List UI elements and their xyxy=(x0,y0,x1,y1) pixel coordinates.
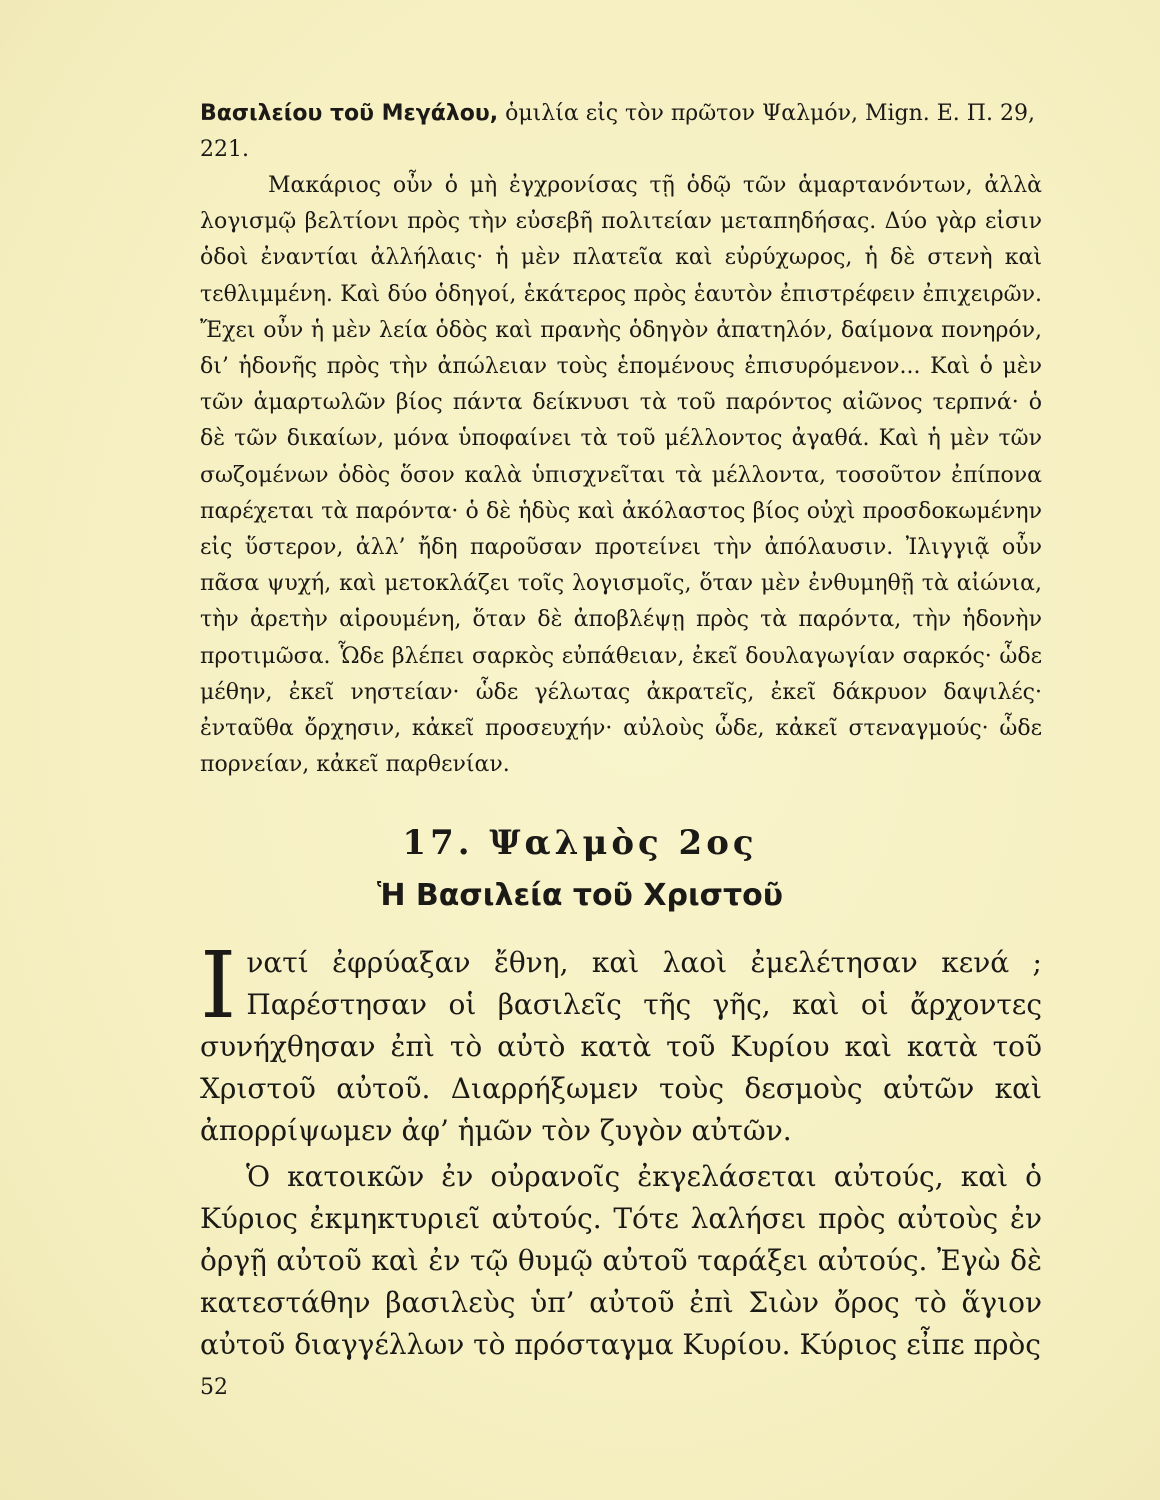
page-number: 52 xyxy=(200,1375,228,1400)
psalm-paragraph-2: Ὁ κατοικῶν ἐν οὐρανοῖς ἐκγελάσεται αὐτούς, καὶ ὁ Κύριος ἐκμηκτυριεῖ αὐτούς. Τότε λαλήσει πρὸς αὐτοὺς ἐν ὀργῇ αὐτοῦ καὶ ἐν τῷ θυμῷ αὐτοῦ ταράξει αὐτούς. Ἐγὼ δὲ κατεστάθην βασιλεὺς ὑπ’ αὐτοῦ ἐπὶ Σιὼν ὄρος τὸ ἅγιον αὐτοῦ διαγγέλλων τὸ πρόσταγμα Κυρίου. Κύριος εἶπε πρὸς xyxy=(200,1160,1042,1361)
drop-cap: I xyxy=(200,932,237,1039)
commentary-paragraph: Μακάριος οὖν ὁ μὴ ἐγχρονίσας τῇ ὁδῷ τῶν ἁμαρτανόντων, ἀλλὰ λογισμῷ βελτίονι πρὸς τὴν εὐσεβῆ πολιτείαν μεταπηδήσας. Δύο γὰρ εἰσιν ὁδοὶ ἐναντίαι ἀλλήλαις· ἡ μὲν πλατεῖα καὶ εὐρύχωρος, ἡ δὲ στενὴ καὶ τεθλιμμένη. Καὶ δύο ὁδηγοί, ἑκάτερος πρὸς ἑαυτὸν ἐπιστρέφειν ἐπιχειρῶν. Ἔχει οὖν ἡ μὲν λεία ὁδὸς καὶ πρανὴς ὁδηγὸν ἀπατηλόν, δαίμονα πονηρόν, δι’ ἡδονῆς πρὸς τὴν ἀπώλειαν τοὺς ἑπομένους ἐπισυρόμενον... Καὶ ὁ μὲν τῶν ἁμαρτωλῶν βίος πάντα δείκνυσι τὰ τοῦ παρόντος αἰῶνος τερπνά· ὁ δὲ τῶν δικαίων, μόνα ὑποφαίνει τὰ τοῦ μέλλοντος ἀγαθά. Καὶ ἡ μὲν τῶν σωζομένων ὁδὸς ὅσον καλὰ ὑπισχνεῖται τὰ μέλλοντα, τοσοῦτον ἐπίπονα παρέχεται τὰ παρόντα· ὁ δὲ ἡδὺς καὶ ἀκόλαστος βίος οὐχὶ προσδοκωμένην εἰς ὕστερον, ἀλλ’ ἤδη παροῦσαν προτείνει τὴν ἀπόλαυσιν. Ἰλιγγιᾷ οὖν πᾶσα ψυχή, καὶ μετοκλάζει τοῖς λογισμοῖς, ὅταν μὲν ἐνθυμηθῇ τὰ αἰώνια, τὴν ἀρετὴν αἱρουμένη, ὅταν δὲ ἀποβλέψῃ πρὸς τὰ παρόντα, τὴν ἡδονὴν προτιμῶσα. Ὧδε βλέπει σαρκὸς εὐπάθειαν, ἐκεῖ δουλαγωγίαν σαρκός· ὧδε μέθην, ἐκεῖ νηστείαν· ὧδε γέλωτας ἀκρατεῖς, ἐκεῖ δάκρυον δαψιλές· ἐνταῦθα ὄρχησιν, κἀκεῖ προσευχήν· αὐλοὺς ὧδε, κἀκεῖ στεναγμούς· ὧδε πορνείαν, κἀκεῖ παρθενίαν. xyxy=(200,173,1042,778)
citation-author: Βασιλείου τοῦ Μεγάλου, xyxy=(200,101,499,126)
psalm-paragraph-1 xyxy=(200,932,1042,1152)
section-heading: 17. Ψαλμὸς 2ος xyxy=(402,823,758,863)
psalm-text xyxy=(200,932,1042,1366)
citation-source: ὁμιλία εἰς τὸν πρῶτον Ψαλμόν, Mign. E. Π. 29, 221. xyxy=(200,101,1035,162)
section-title: Ἡ Βασιλεία τοῦ Χριστοῦ xyxy=(376,878,784,913)
psalm-paragraph-1-text: νατί ἐφρύαξαν ἔθνη, καὶ λαοὶ ἐμελέτησαν κενά ; Παρέστησαν οἱ βασιλεῖς τῆς γῆς, καὶ οἱ ἄρχοντες συνήχθησαν ἐπὶ τὸ αὐτὸ κατὰ τοῦ Κυρίου καὶ κατὰ τοῦ Χριστοῦ αὐτοῦ. Διαρρήξωμεν τοὺς δεσμοὺς αὐτῶν καὶ ἀπορρίψωμεν ἀφ’ ἡμῶν τὸν ζυγὸν αὐτῶν. xyxy=(200,946,1042,1147)
source-citation xyxy=(200,96,1040,168)
